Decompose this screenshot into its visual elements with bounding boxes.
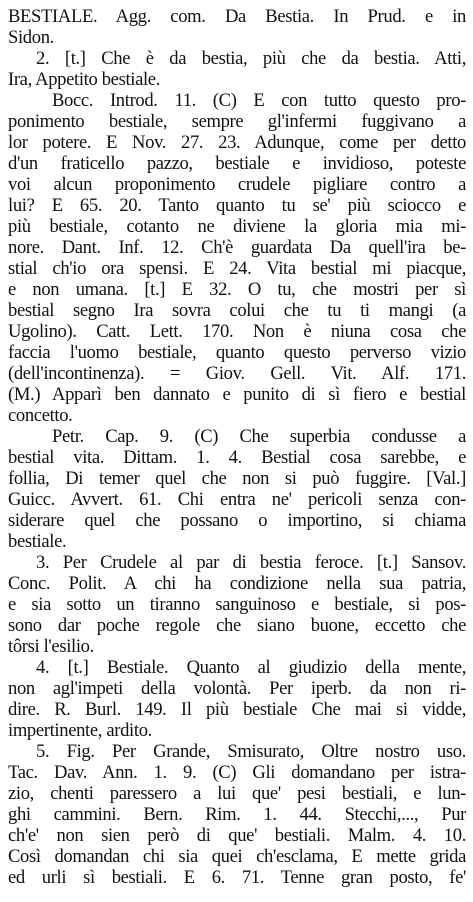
text-line: 3. Per Crudele al par di bestia feroce. [t.] Sansov. [36,552,466,573]
text-line: siderare quel che possano o importino, si chiama [8,510,466,531]
text-line: Conc. Polit. A chi ha condizione nella sua patria, [8,573,466,594]
text-line: sono dar poche regole che siano buone, eccetto che [8,615,466,636]
text-line: Tac. Dav. Ann. 1. 9. (C) Gli domandano per istra- [8,762,466,783]
text-line: ch'e' non sien però di que' bestiali. Malm. 4. 10. [8,825,466,846]
text-line: 2. [t.] Che è da bestia, più che da bestia. Atti, [36,48,466,69]
text-line: Petr. Cap. 9. (C) Che superbia condusse a [52,426,466,447]
text-line: e sia sotto un tiranno sanguinoso e bestiale, si pos- [8,594,466,615]
text-line: Sidon. [8,27,54,48]
text-line: dire. R. Burl. 149. Il più bestiale Che mai si vidde, [8,699,466,720]
text-line: ghi cammini. Bern. Rim. 1. 44. Stecchi,..., Pur [8,804,466,825]
text-line: non agl'impeti della volontà. Per iperb. da non ri- [8,678,466,699]
text-line: e non umana. [t.] E 32. O tu, che mostri per sì [8,279,466,300]
text-line: d'un fraticello pazzo, bestiale e invidioso, poteste [8,153,466,174]
text-line: concetto. [8,405,73,426]
text-line: lor potere. E Nov. 27. 23. Adunque, come per detto [8,132,466,153]
text-line: Ira, Appetito bestiale. [8,69,161,90]
text-line: BESTIALE. Agg. com. Da Bestia. In Prud. e in [8,6,466,27]
text-line: zio, chenti paressero a lui que' pesi bestiali, e lun- [8,783,466,804]
text-line: Bocc. Introd. 11. (C) E con tutto questo pro- [52,90,466,111]
text-line: 5. Fig. Per Grande, Smisurato, Oltre nostro uso. [36,741,466,762]
text-line: lui? E 65. 20. Tanto quanto tu se' più sciocco e [8,195,466,216]
text-line: bestial segno Ira sovra colui che tu ti mangi (a [8,300,466,321]
text-line: nore. Dant. Inf. 12. Ch'è guardata Da quell'ira be- [8,237,466,258]
text-line: follia, Di temer quel che non si può fuggire. [Val.] [8,468,466,489]
text-line: più bestiale, cotanto ne diviene la gloria mia mi- [8,216,466,237]
text-line: faccia l'uomo bestiale, quanto questo perverso vizio [8,342,466,363]
text-line: Ugolino). Catt. Lett. 170. Non è niuna cosa che [8,321,466,342]
text-line: Guicc. Avvert. 61. Chi entra ne' pericoli senza con- [8,489,466,510]
text-line: ed urli sì bestiali. E 6. 71. Tenne gran posto, fe' [8,867,466,888]
text-line: stial ch'io ora spensi. E 24. Vita bestial mi piacque, [8,258,466,279]
text-line: bestial vita. Dittam. 1. 4. Bestial cosa sarebbe, e [8,447,466,468]
text-line: voi alcun proponimento crudele pigliare contro a [8,174,466,195]
text-line: (dell'incontinenza). = Giov. Gell. Vit. Alf. 171. [8,363,466,384]
text-line: impertinente, ardito. [8,720,152,741]
text-line: tôrsi l'esilio. [8,636,94,657]
text-line: Così domandan chi sia quei ch'esclama, E mette grida [8,846,466,867]
text-line: bestiale. [8,531,67,552]
text-line: ponimento bestiale, sempre gl'infermi fuggivano a [8,111,466,132]
text-line: 4. [t.] Bestiale. Quanto al giudizio della mente, [36,657,466,678]
text-line: (M.) Apparì ben dannato e punito di sì fiero e bestial [8,384,466,405]
